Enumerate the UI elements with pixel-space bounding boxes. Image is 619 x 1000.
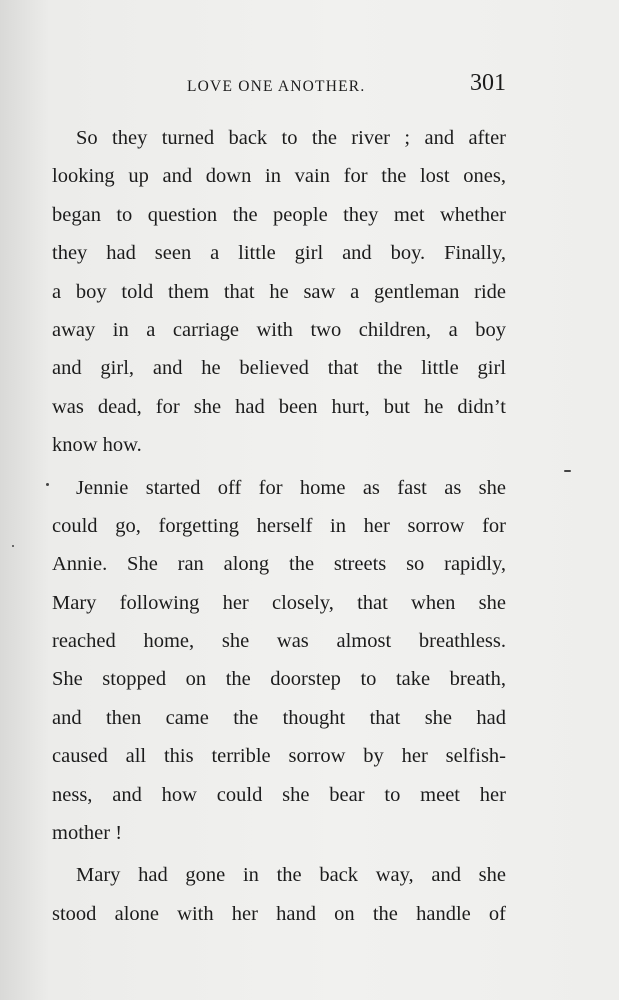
print-speck	[12, 545, 14, 547]
running-title: LOVE ONE ANOTHER.	[187, 78, 366, 95]
text-line: Annie. She ran along the streets so rapidly,	[52, 553, 506, 576]
text-line: So they turned back to the river ; and after	[76, 127, 506, 149]
text-line: could go, forgetting herself in her sorrow for	[52, 514, 506, 537]
text-line: began to question the people they met whether	[52, 203, 506, 226]
print-speck	[46, 483, 49, 486]
text-line: and girl, and he believed that the little girl	[52, 357, 506, 380]
text-line: She stopped on the doorstep to take breath,	[52, 668, 506, 691]
text-line: they had seen a little girl and boy. Finally,	[52, 242, 506, 265]
text-line: a boy told them that he saw a gentleman ride	[52, 280, 506, 303]
text-line: was dead, for she had been hurt, but he didn’t	[52, 395, 506, 418]
paragraph-2	[52, 469, 506, 853]
text-line: Mary following her closely, that when she	[52, 591, 506, 614]
text-line: and then came the thought that she had	[52, 706, 506, 729]
text-line: ness, and how could she bear to meet her	[52, 783, 506, 806]
body-text	[52, 119, 506, 933]
text-line: know how.	[52, 434, 142, 457]
text-line: looking up and down in vain for the lost ones,	[52, 165, 506, 188]
text-line: reached home, she was almost breathless.	[52, 630, 506, 653]
text-line: mother !	[52, 822, 123, 845]
text-line: caused all this terrible sorrow by her selfish-	[52, 745, 506, 768]
text-line: stood alone with her hand on the handle of	[52, 902, 506, 925]
page-number: 301	[470, 70, 506, 96]
text-line: Jennie started off for home as fast as she	[76, 476, 506, 499]
paragraph-3	[52, 856, 506, 933]
text-line: away in a carriage with two children, a boy	[52, 318, 506, 341]
page-header	[52, 70, 506, 106]
paragraph-1	[52, 119, 506, 465]
print-speck	[564, 470, 571, 472]
text-line: Mary had gone in the back way, and she	[76, 864, 506, 887]
